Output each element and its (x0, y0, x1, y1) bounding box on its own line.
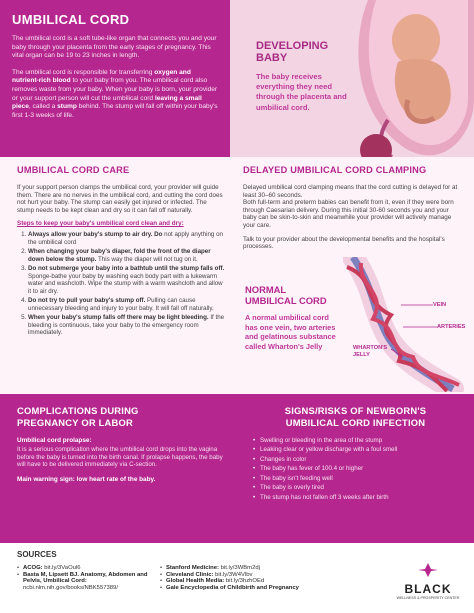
developing-baby-panel (230, 0, 474, 157)
prolapse-subheading: Umbilical cord prolapse: (17, 437, 92, 444)
vein-label: VEIN (433, 302, 447, 308)
delayed-paragraph-1: Delayed umbilical cord clamping means that the cord cutting is delayed for at least 30–60 seconds. (243, 184, 458, 199)
source-item: • Global Health Media: bit.ly/3hzhOEd (160, 578, 382, 585)
normal-cord-title: NORMAL UMBILICAL CORD (245, 284, 327, 306)
sources-section (0, 543, 474, 613)
black-wellness-logo (392, 563, 464, 607)
logo-word: BLACK (404, 582, 452, 596)
intro-paragraph-2: The umbilical cord is responsible for transferring oxygen and nutrient-rich blood to your baby from you. The umbilical cord also removes waste from your baby. When your baby is born, your provider or your support person will cut the umbilical cord leaving a small piece, called a stump behind. The stump will fall off within your baby's first 1-3 weeks of life. (12, 68, 218, 119)
page-title: UMBILICAL CORD (12, 12, 130, 27)
cord-care-title: UMBILICAL CORD CARE (17, 165, 130, 175)
arteries-label: ARTERIES (437, 324, 466, 330)
infection-signs-title: SIGNS/RISKS OF NEWBORN'S UMBILICAL CORD INFECTION (284, 405, 427, 428)
care-step: 1. Always allow your baby's stump to air dry. Do not apply anything on the umbilical cord (28, 231, 225, 246)
delayed-paragraph-2: Both full-term and preterm babies can benefit from it, even if they were born through Caesarian delivery. During this initial 30-60 seconds you and your baby can be skin-to-skin and meanwhile your provider will actively manage your care. (243, 199, 454, 229)
cord-care-column (0, 157, 237, 394)
list-item: • Leaking clear or yellow discharge with a foul smell (260, 446, 464, 453)
sources-column-1 (17, 565, 157, 592)
care-step: 5. When your baby's stump falls off there may be light bleeding. If the bleeding is continuous, take your baby to the emergency room immediately. (28, 314, 225, 337)
complications-column (0, 394, 237, 543)
cord-care-paragraph: If your support person clamps the umbilical cord, your provider will guide them. There are no nerves in the umbilical cord, and cutting the cord does not hurt your baby. The stump can easily get injured or infected. The stump needs to be kept clean and dry so it can fall off naturally. (17, 184, 223, 214)
developing-baby-title: DEVELOPING BABY (256, 40, 329, 64)
list-item: • The baby has fever of 100.4 or higher (260, 465, 464, 472)
intro-section (0, 0, 474, 157)
delayed-clamping-title: DELAYED UMBILICAL CORD CLAMPING (243, 165, 427, 175)
sources-column-2 (160, 565, 382, 592)
sources-title: SOURCES (17, 550, 57, 559)
list-item: • Changes in color (260, 456, 464, 463)
complications-section (0, 394, 474, 543)
whartons-jelly-label: WHARTON'S JELLY (353, 345, 388, 358)
list-item: • The stump has not fallen off 3 weeks after birth (260, 494, 464, 501)
source-item: • Cleveland Clinic: bit.ly/3W4Vlbv (160, 572, 382, 579)
list-item: • The baby is overly tired (260, 484, 464, 491)
list-item: • Swelling or bleeding in the area of the stump (260, 437, 464, 444)
infection-signs-list (247, 437, 464, 501)
source-item: • Gale Encyclopedia of Childbirth and Pregnancy (160, 585, 382, 592)
normal-cord-text: A normal umbilical cord has one vein, two arteries and gelatinous substance called Wharton's Jelly (245, 313, 336, 351)
intro-paragraph-1: The umbilical cord is a soft tube-like organ that connects you and your baby through your placenta from the early stages of pregnancy. This vital organ can be 19 to 23 inches in length. (12, 35, 217, 60)
complications-title: COMPLICATIONS DURING PREGNANCY OR LABOR (17, 405, 139, 428)
logo-subtitle: WELLNESS & PROSPERITY CENTER (396, 596, 460, 600)
prolapse-paragraph: It is a serious complication where the umbilical cord drops into the vagina before the baby is turned into the birth canal. If prolapse happens, the baby will have to be delivered immediately via C-section. (17, 446, 223, 469)
warning-sign: Main warning sign: low heart rate of the baby. (17, 475, 156, 483)
fetus-illustration (348, 0, 474, 157)
intro-text-block (0, 0, 230, 157)
care-step: 2. When changing your baby's diaper, fold the front of the diaper down below the stump. This way the diaper will not tug on it. (28, 248, 225, 263)
logo-mark-icon (418, 563, 438, 577)
care-step: 4. Do not try to pull your baby's stump off. Pulling can cause unnecessary bleeding and injury to your baby. It will fall off naturally. (28, 297, 225, 312)
care-steps-list (17, 231, 225, 337)
list-item: • The baby isn't feeding well (260, 475, 464, 482)
care-step: 3. Do not submerge your baby into a bathtub until the stump falls off. Sponge-bathe your baby by washing each body part with a lukewarm water and washcloth. Wipe the stump with a warm washcloth and allow it to air dry. (28, 265, 225, 295)
cord-care-section (0, 157, 474, 394)
source-item: • ACOG: bit.ly/3VaOul6 (17, 565, 157, 572)
infection-signs-column (237, 394, 474, 543)
source-item: • Stanford Medicine: bit.ly/3WBm2dj (160, 565, 382, 572)
steps-heading: Steps to keep your baby's umbilical cord clean and dry: (17, 220, 184, 228)
delayed-clamping-column (237, 157, 474, 394)
source-item: • Basta M, Lipsett BJ. Anatomy, Abdomen and Pelvis, Umbilical Cord: ncbi.nlm.nih.gov/books/NBK557389/ (17, 572, 157, 592)
delayed-paragraph-3: Talk to your provider about the developmental benefits and the hospital's processes. (243, 235, 445, 251)
developing-baby-text: The baby receives everything they need through the placenta and umbilical cord. (256, 72, 347, 112)
